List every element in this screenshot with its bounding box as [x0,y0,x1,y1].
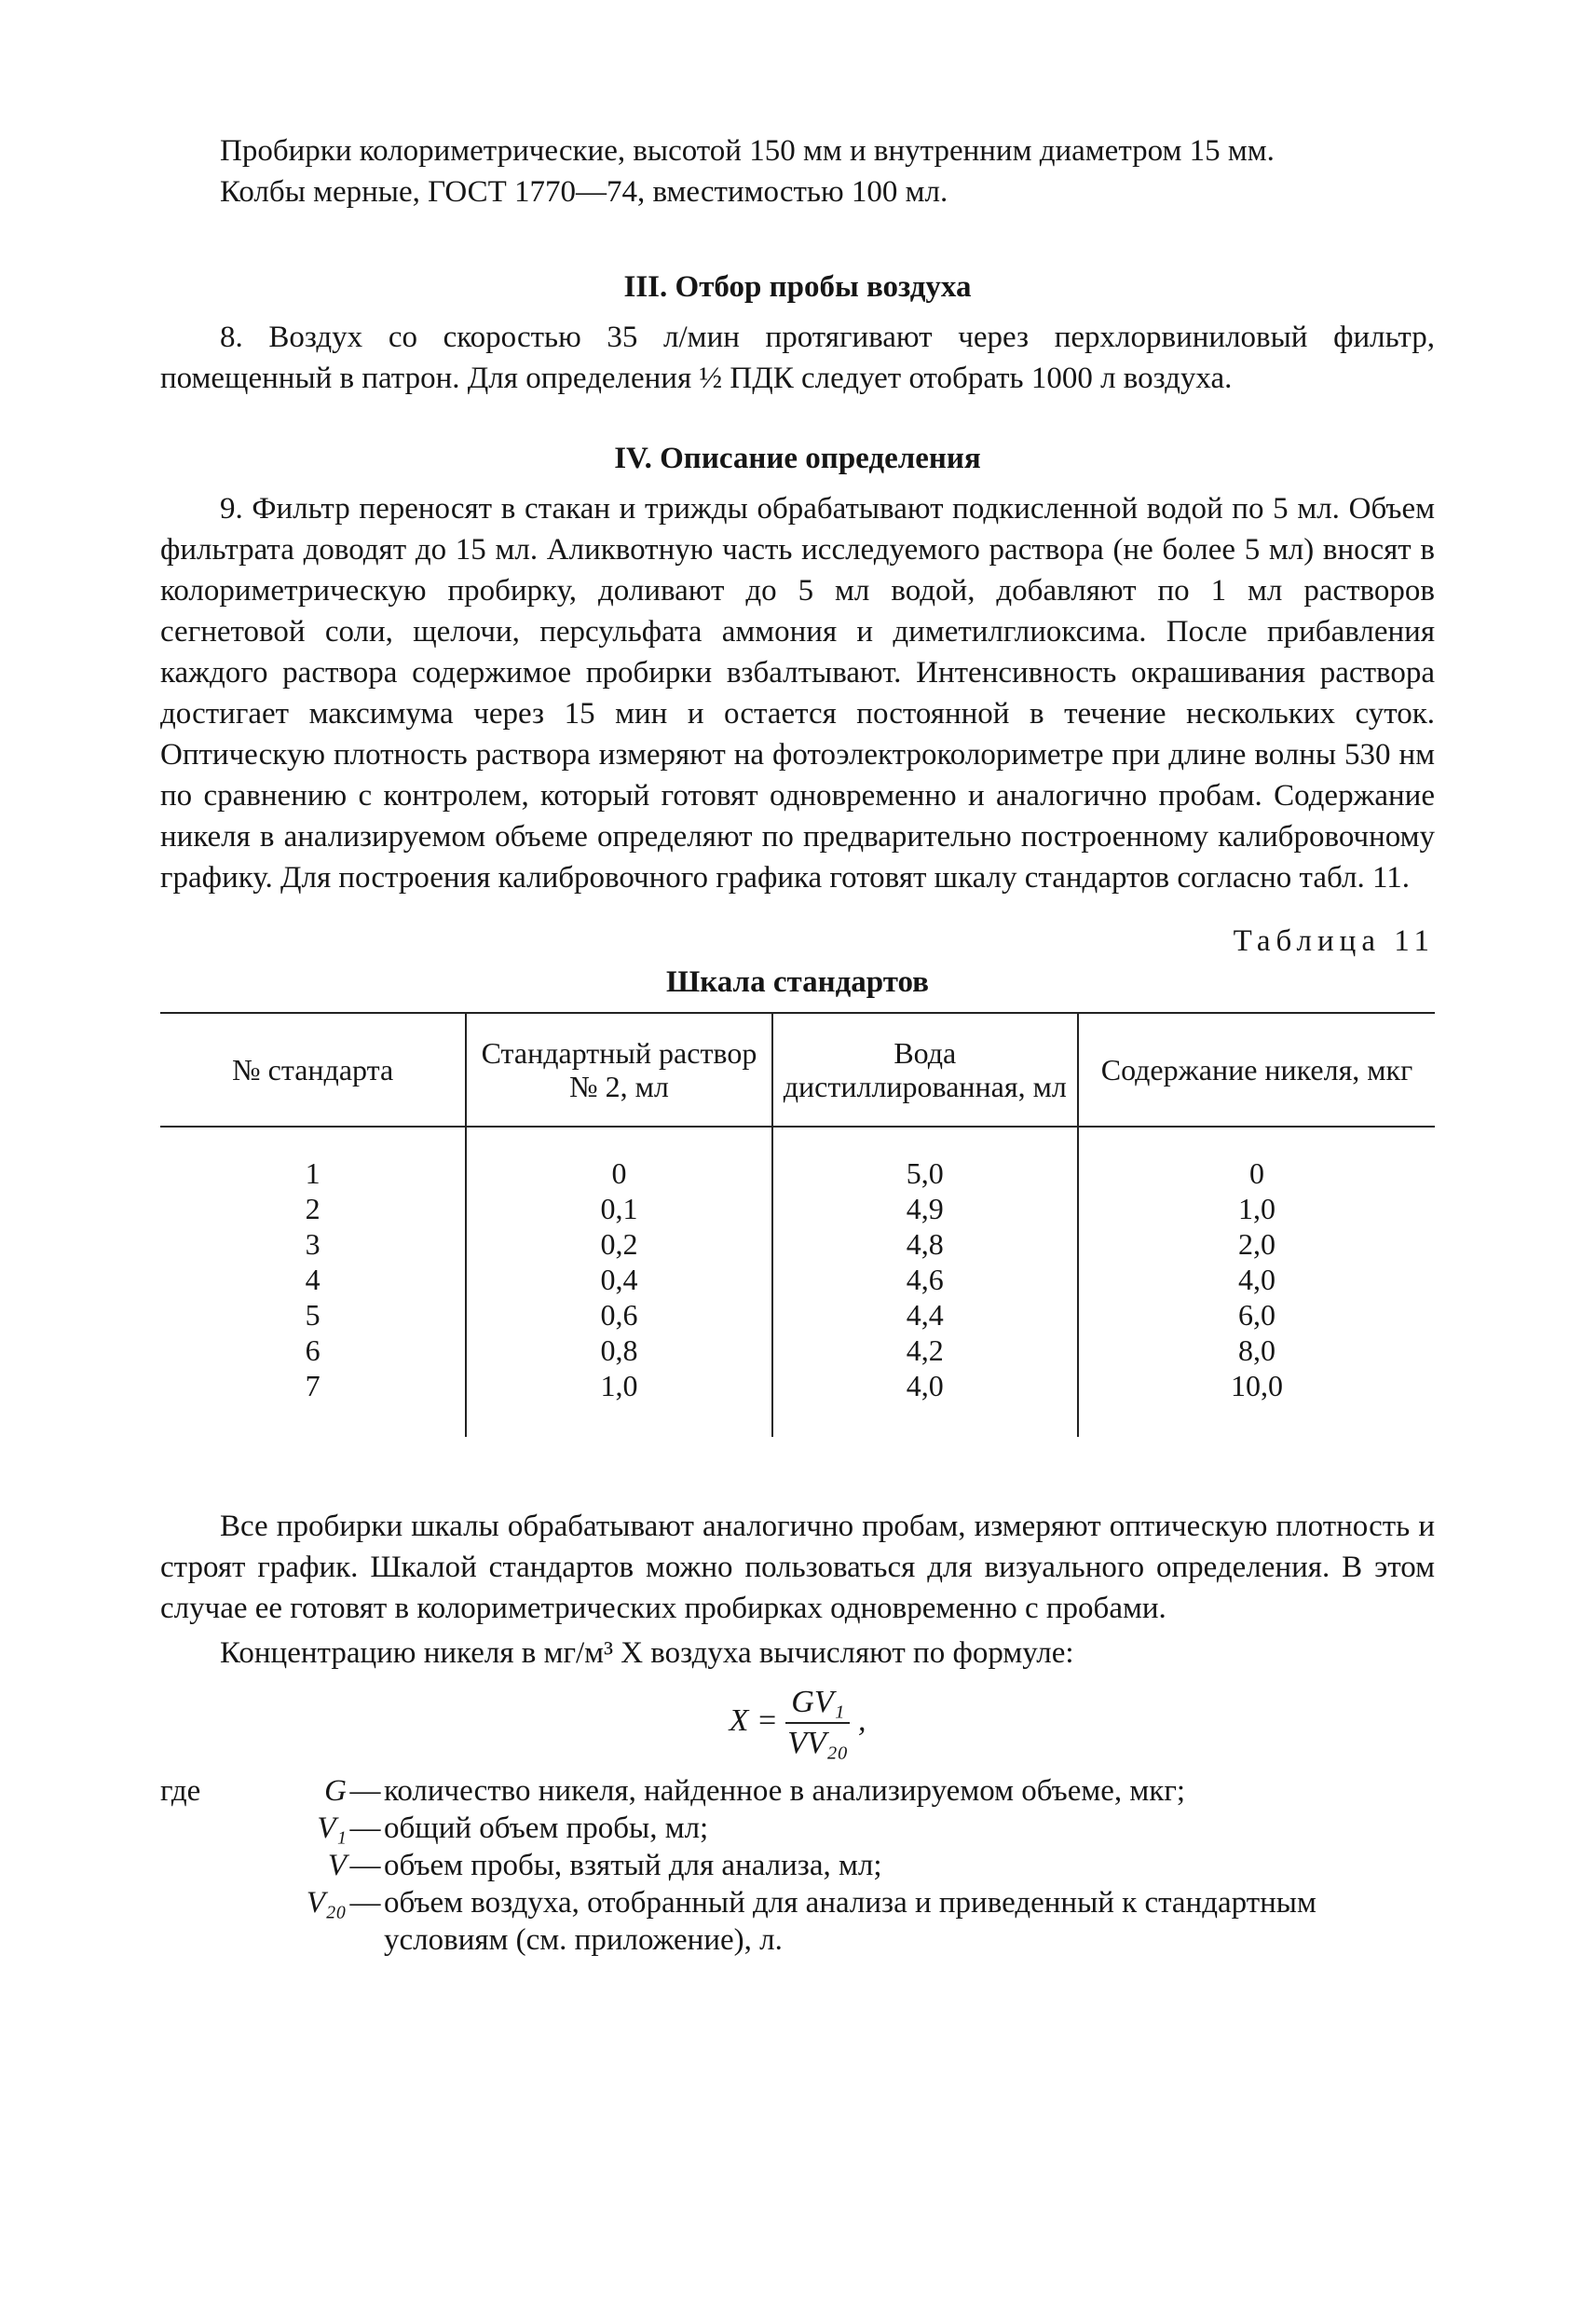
cell-water: 4,8 [772,1226,1078,1262]
definition-text: общий объем пробы, мл; [384,1811,709,1845]
definition-dash: — [349,1811,381,1845]
cell-nickel: 0 [1078,1127,1435,1191]
cell-water: 4,6 [772,1262,1078,1297]
table-row [160,1333,1435,1368]
definition-symbol: V₂₀ [306,1886,347,1920]
table-title: Шкала стандартов [666,965,929,999]
formula-trailing-comma: , [857,1702,866,1738]
table-row [160,1368,1435,1437]
cell-standard: 4 [305,1263,321,1296]
section-4-paragraph: 9. Фильтр переносят в стакан и трижды обрабатывают подкисленной водой по 5 мл. Объем фильтрата доводят до 15 мл. Аликвотную часть исследуемого раствора (не более 5 мл) вносят в колориметрическую пробирку, доливают до 5 мл водой, добавляют по 1 мл растворов сегнетовой соли, щелочи, персульфата аммония и диметилглиоксима. После прибавления каждого раствора содержимое пробирки взбалтывают. Интенсивность окрашивания раствора достигает максимума через 15 мин и остается постоянной в течение нескольких суток. Оптическую плотность раствора измеряют на фотоэлектроколориметре при длине волны 530 нм по сравнению с контролем, который готовят одновременно и аналогично пробам. Содержание никеля в анализируемом объеме определяют по предварительно построенному калибровочному графику. Для построения калибровочного графика готовят шкалу стандартов согласно табл. 11. [160,492,1435,895]
cell-water: 4,2 [772,1333,1078,1368]
definition-dash: — [349,1774,381,1808]
definition-row [160,1847,1435,1884]
definition-row [160,1772,1435,1810]
concentration-formula [160,1683,1435,1763]
header-nickel-content: Содержание никеля, мкг [1078,1013,1435,1127]
definition-text: объем воздуха, отобранный для анализа и приведенный к стандартным условиям (см. приложение), л. [384,1886,1316,1957]
after-paragraph-1: Все пробирки шкалы обрабатывают аналогично пробам, измеряют оптическую плотность и строят график. Шкалой стандартов можно пользоваться для визуального определения. В этом случае ее готовят в колориметрических пробирках одновременно с пробами. [160,1510,1435,1625]
definition-dash: — [349,1849,381,1882]
table-row [160,1191,1435,1226]
table-header-row [160,1013,1435,1127]
intro-line-2: Колбы мерные, ГОСТ 1770—74, вместимостью 100 мл. [220,175,948,209]
table-row [160,1127,1435,1191]
section-4 [160,438,1435,898]
cell-standard: 3 [305,1227,321,1261]
section-3-heading: III. Отбор пробы воздуха [623,270,972,304]
definitions-list [160,1772,1435,1959]
standards-table [160,1012,1435,1437]
intro-block [160,130,1435,212]
table-row [160,1226,1435,1262]
cell-water: 5,0 [772,1127,1078,1191]
definition-symbol: V [327,1849,347,1882]
after-table-block [160,1506,1435,1959]
cell-water: 4,4 [772,1297,1078,1333]
standards-table-block [160,921,1435,1437]
section-4-heading: IV. Описание определения [614,442,981,475]
formula-numerator: GV₁ [785,1683,850,1724]
header-distilled-water: Вода дистиллированная, мл [772,1013,1078,1127]
cell-nickel: 2,0 [1078,1226,1435,1262]
cell-solution: 1,0 [466,1368,771,1437]
cell-solution: 0,4 [466,1262,771,1297]
table-caption: Таблица 11 [1233,924,1435,958]
cell-standard: 5 [305,1298,321,1332]
formula-lhs: X = [729,1702,778,1738]
table-row [160,1262,1435,1297]
section-3 [160,267,1435,399]
cell-standard: 2 [305,1192,321,1225]
table-row [160,1297,1435,1333]
intro-line-1: Пробирки колориметрические, высотой 150 мм и внутренним диаметром 15 мм. [220,134,1275,168]
definition-text: количество никеля, найденное в анализируемом объеме, мкг; [384,1774,1186,1808]
definition-text: объем пробы, взятый для анализа, мл; [384,1849,882,1882]
cell-water: 4,0 [772,1368,1078,1437]
header-standard-number: № стандарта [160,1013,466,1127]
after-paragraph-2: Концентрацию никеля в мг/м³ X воздуха вычисляют по формуле: [220,1636,1074,1670]
definitions-where: где [160,1774,201,1808]
cell-standard: 7 [305,1369,321,1402]
cell-solution: 0 [466,1127,771,1191]
cell-solution: 0,1 [466,1191,771,1226]
cell-solution: 0,6 [466,1297,771,1333]
cell-nickel: 8,0 [1078,1333,1435,1368]
cell-standard: 6 [305,1333,321,1367]
formula-denominator: VV₂₀ [787,1726,849,1760]
definition-row [160,1884,1435,1959]
header-standard-solution: Стандартный раствор № 2, мл [466,1013,771,1127]
cell-nickel: 1,0 [1078,1191,1435,1226]
definition-symbol: G [324,1774,347,1808]
cell-nickel: 6,0 [1078,1297,1435,1333]
cell-solution: 0,8 [466,1333,771,1368]
cell-nickel: 10,0 [1078,1368,1435,1437]
definition-row [160,1810,1435,1847]
section-3-paragraph: 8. Воздух со скоростью 35 л/мин протягивают через перхлорвиниловый фильтр, помещенный в патрон. Для определения ½ ПДК следует отобрать 1000 л воздуха. [160,321,1435,395]
cell-nickel: 4,0 [1078,1262,1435,1297]
cell-solution: 0,2 [466,1226,771,1262]
cell-standard: 1 [305,1156,321,1190]
definition-symbol: V₁ [317,1811,347,1845]
cell-water: 4,9 [772,1191,1078,1226]
formula-fraction [785,1683,850,1763]
definition-dash: — [349,1886,381,1920]
